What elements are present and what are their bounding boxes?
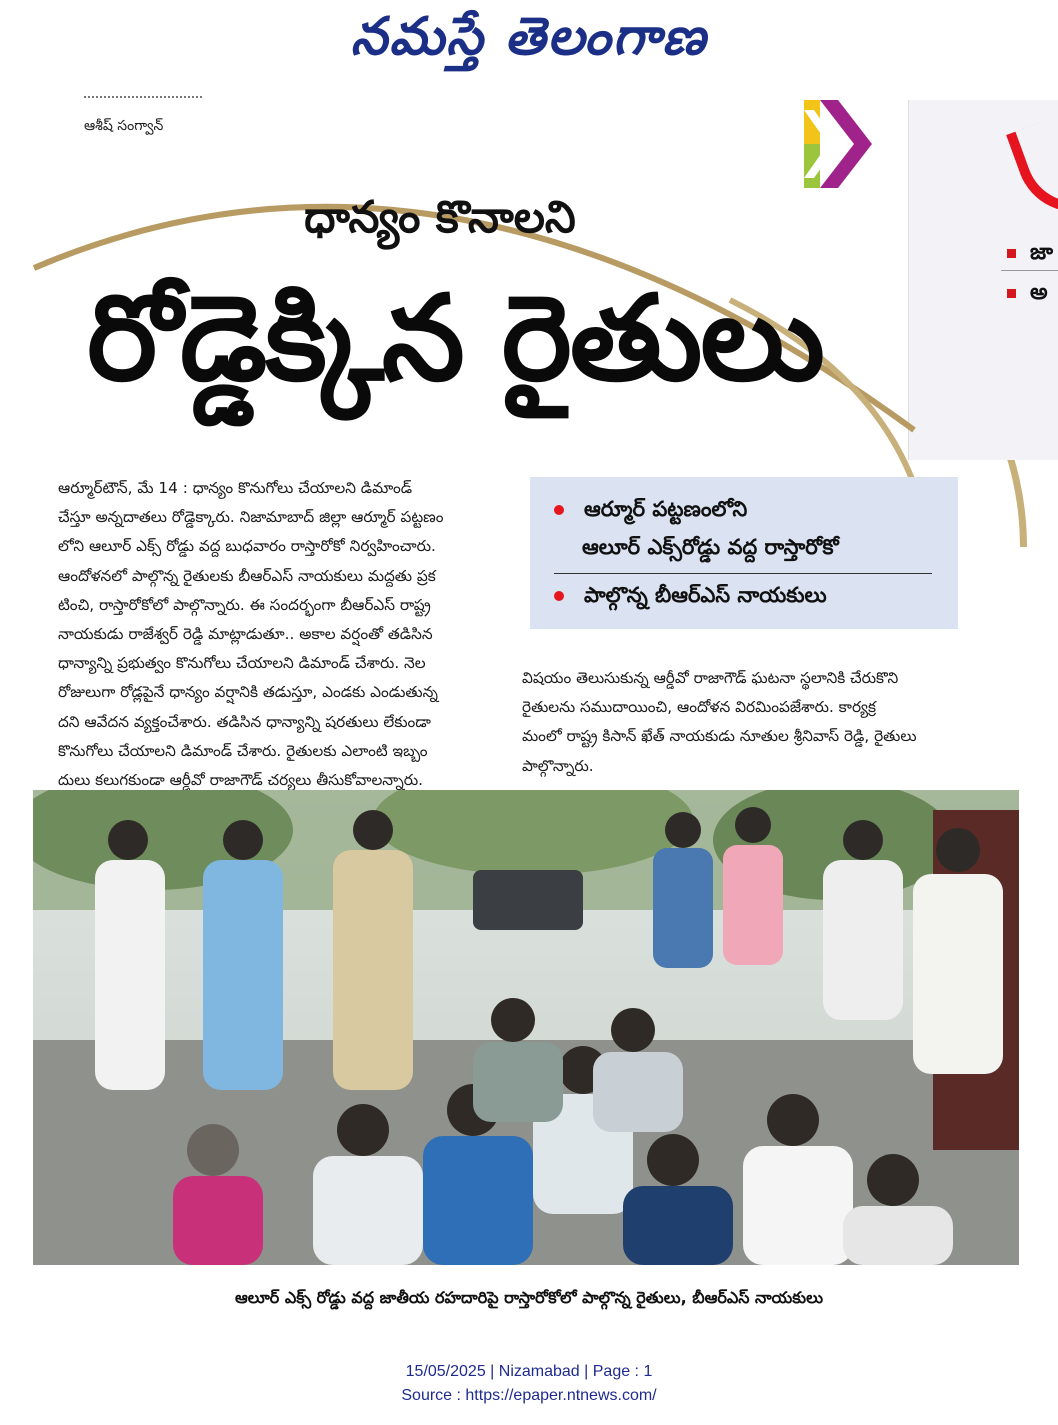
body-line: ఆందోళనలో పాల్గొన్న రైతులకు బీఆర్‌ఎస్ నాయకులు మద్దతు ప్రక [58, 566, 436, 585]
body-line: మంలో రాష్ట్ర కిసాన్ ఖేత్ నాయకుడు నూతుల శ్రీనివాస్ రెడ్డి, రైతులు [522, 727, 917, 746]
ad-divider [1001, 270, 1058, 271]
square-bullet-icon [1007, 249, 1016, 258]
body-line: కొనుగోలు చేయాలని డిమాండ్ చేశారు. రైతులకు ఎలాంటి ఇబ్బం [58, 741, 428, 760]
body-line: టించి, రాస్తారోకోలో పాల్గొన్నారు. ఈ సందర్భంగా బీఆర్‌ఎస్ రాష్ట్ర [58, 595, 431, 614]
photo-illustration [33, 790, 1019, 1265]
newspaper-title: నమస్తే తెలంగాణ [350, 6, 708, 67]
body-line: చేస్తూ అన్నదాతలు రోడ్డెక్కారు. నిజామాబాద్ జిల్లా ఆర్మూర్ పట్టణం [58, 508, 444, 527]
footer-date-edition: 15/05/2025 | Nizamabad | Page : 1 [405, 1363, 653, 1380]
article-column-2 [522, 664, 992, 781]
highlight-divider [554, 573, 932, 574]
side-advertisement [908, 100, 1058, 460]
body-line: దులు కలుగకుండా ఆర్డీవో రాజాగౌడ్ చర్యలు తీసుకోవాలన్నారు. [58, 771, 424, 790]
photo-caption: ఆలూర్ ఎక్స్ రోడ్డు వద్ద జాతీయ రహదారిపై రాస్తారోకోలో పాల్గొన్న రైతులు, బీఆర్‌ఎస్ నాయకులు [235, 1288, 823, 1307]
body-line: దని ఆవేదన వ్యక్తంచేశారు. తడిసిన ధాన్యాన్ని షరతులు లేకుండా [58, 712, 431, 731]
highlight-box [530, 477, 958, 629]
highlight-item-1-cont: ఆలూర్ ఎక్స్‌రోడ్డు వద్ద రాస్తారోకో [582, 535, 839, 559]
masthead [0, 0, 1058, 80]
footer-source: Source : https://epaper.ntnews.com/ [401, 1387, 657, 1404]
article-column-1 [58, 474, 498, 795]
body-line: లోని ఆలూర్ ఎక్స్ రోడ్డు వద్ద బుధవారం రాస్తారోకో నిర్వహించారు. [58, 537, 436, 556]
red-dot-icon [554, 505, 564, 515]
body-line: రైతులను సముదాయించి, ఆందోళన విరమింపజేశారు. కార్యక్ర [522, 698, 877, 717]
ad-bullet-2: అ [1007, 280, 1048, 310]
square-bullet-icon [1007, 289, 1016, 298]
article-headline: రోడ్డెక్కిన రైతులు [87, 269, 823, 407]
body-line: విషయం తెలుసుకున్న ఆర్డీవో రాజాగౌడ్ ఘటనా స్థలానికి చేరుకొని [522, 669, 899, 687]
highlight-item-1: ఆర్మూర్ పట్టణంలోని [554, 497, 747, 527]
page-footer [0, 1360, 1058, 1408]
body-line: నాయకుడు రాజేశ్వర్ రెడ్డి మాట్లాడుతూ.. అకాల వర్షంతో తడిసిన [58, 625, 433, 644]
red-dot-icon [554, 591, 564, 601]
ad-logo-mark [1006, 111, 1058, 229]
highlight-item-2: పాల్గొన్న బీఆర్‌ఎస్ నాయకులు [554, 583, 827, 613]
ad-bullet-1: జా [1007, 240, 1053, 270]
body-line: ఆర్మూర్‌టౌన్, మే 14 : ధాన్యం కొనుగోలు చేయాలని డిమాండ్ [58, 479, 413, 497]
body-line: రోజులుగా రోడ్లపైనే ధాన్యం వర్షానికి తడుస్తూ, ఎండకు ఎండుతున్న [58, 683, 438, 702]
article-kicker: ధాన్యం కొనాలని [304, 192, 576, 243]
protest-photo [33, 790, 1019, 1265]
byline-name: ఆశీష్ సంగ్వాన్ [84, 118, 164, 134]
byline-divider [84, 96, 202, 108]
body-line: పాల్గొన్నారు. [522, 756, 594, 775]
body-line: ధాన్యాన్ని ప్రభుత్వం కొనుగోలు చేయాలని డిమాండ్ చేశారు. నెల [58, 654, 426, 673]
